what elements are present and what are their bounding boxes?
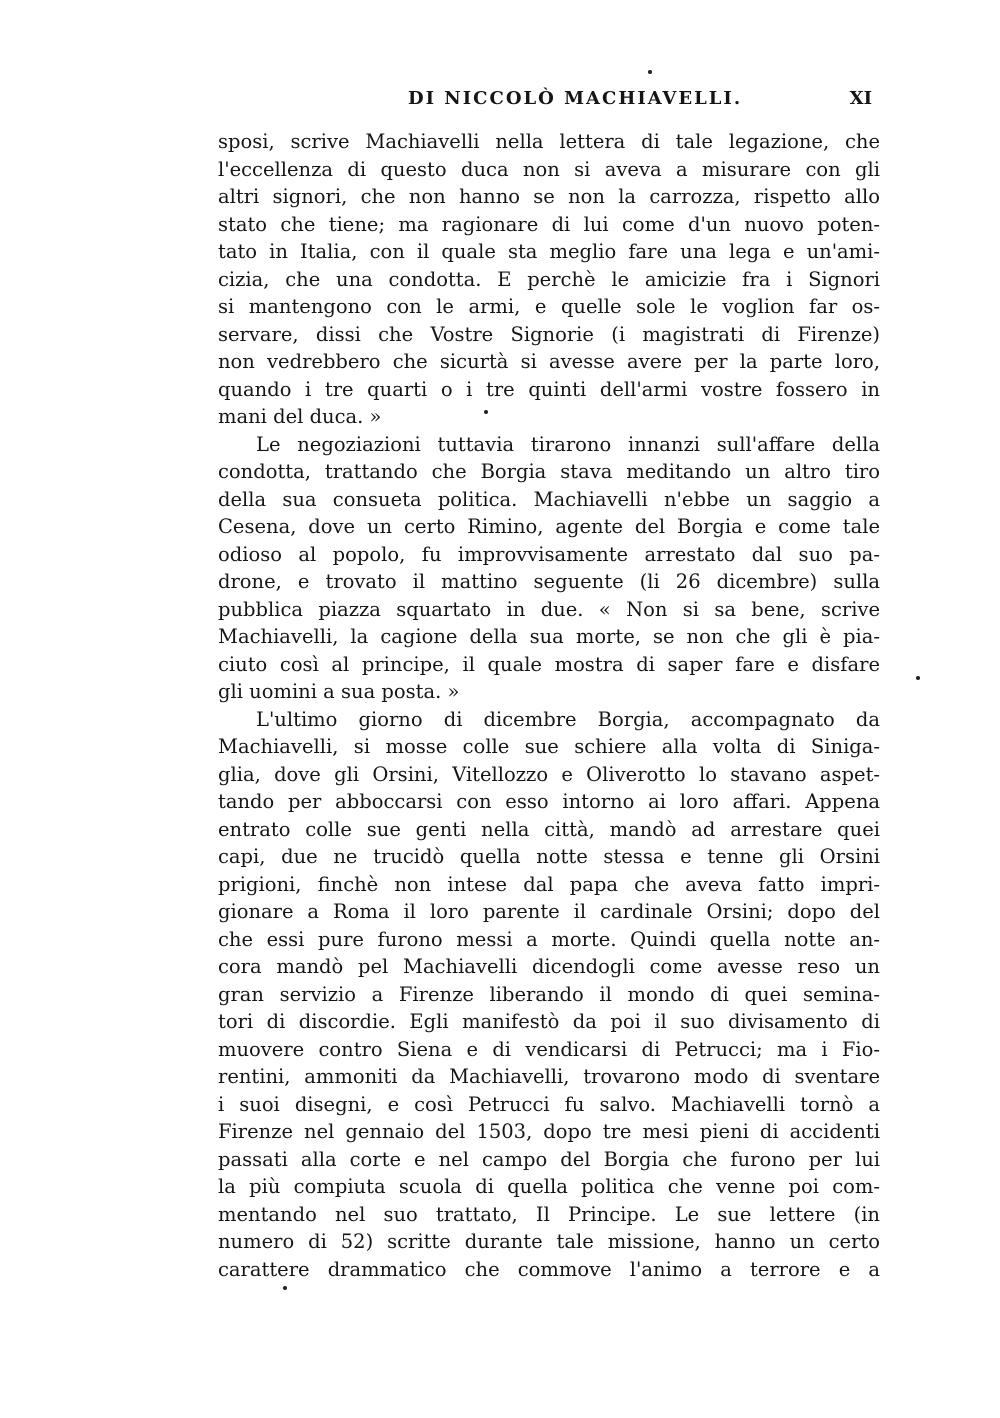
text-line: cizia, che una condotta. E perchè le amicizie fra i Signori bbox=[218, 267, 880, 291]
page-header bbox=[218, 88, 880, 116]
ink-speck bbox=[648, 70, 652, 74]
text-line: la più compiuta scuola di quella politica che venne poi com- bbox=[218, 1175, 880, 1198]
page-number: XI bbox=[849, 88, 872, 109]
text-line: condotta, trattando che Borgia stava meditando un altro tiro bbox=[218, 460, 880, 483]
text-line: pubblica piazza squartato in due. « Non si sa bene, scrive bbox=[218, 597, 880, 621]
text-line: carattere drammatico che commove l'animo a terrore e a bbox=[218, 1257, 880, 1281]
text-line: sposi, scrive Machiavelli nella lettera di tale legazione, che bbox=[218, 130, 880, 153]
text-line: drone, e trovato il mattino seguente (li 26 dicembre) sulla bbox=[218, 570, 880, 593]
text-line: della sua consueta politica. Machiavelli n'ebbe un saggio a bbox=[218, 487, 880, 511]
text-line: odioso al popolo, fu improvvisamente arrestato dal suo pa- bbox=[218, 542, 880, 566]
text-line: gli uomini a sua posta. » bbox=[218, 680, 460, 703]
text-line: glia, dove gli Orsini, Vitellozzo e Oliverotto lo stavano aspet- bbox=[218, 762, 880, 786]
ink-speck bbox=[916, 676, 920, 680]
text-line: quando i tre quarti o i tre quinti dell'armi vostre fossero in bbox=[218, 377, 880, 401]
text-line: rentini, ammoniti da Machiavelli, trovarono modo di sventare bbox=[218, 1065, 880, 1088]
paragraph bbox=[218, 128, 880, 431]
text-line: prigioni, finchè non intese dal papa che aveva fatto impri- bbox=[218, 872, 880, 896]
ink-speck bbox=[283, 1286, 287, 1290]
text-line: servare, dissi che Vostre Signorie (i magistrati di Firenze) bbox=[218, 322, 880, 346]
text-line: Cesena, dove un certo Rimino, agente del Borgia e come tale bbox=[218, 515, 880, 538]
text-line: muovere contro Siena e di vendicarsi di Petrucci; ma i Fio- bbox=[218, 1037, 880, 1061]
text-line: mentando nel suo trattato, Il Principe. Le sue lettere (in bbox=[218, 1202, 880, 1226]
text-line: mani del duca. » bbox=[218, 405, 382, 428]
text-line: Machiavelli, la cagione della sua morte, se non che gli è pia- bbox=[218, 625, 880, 648]
text-line: l'eccellenza di questo duca non si aveva a misurare con gli bbox=[218, 157, 880, 181]
text-line: tando per abboccarsi con esso intorno ai loro affari. Appena bbox=[218, 790, 880, 813]
text-line: che essi pure furono messi a morte. Quindi quella notte an- bbox=[218, 927, 880, 951]
text-line: capi, due ne trucidò quella notte stessa e tenne gli Orsini bbox=[218, 845, 880, 868]
text-line: Le negoziazioni tuttavia tirarono innanzi sull'affare della bbox=[256, 432, 880, 456]
text-line: Firenze nel gennaio del 1503, dopo tre mesi pieni di accidenti bbox=[218, 1120, 880, 1143]
text-line: gionare a Roma il loro parente il cardinale Orsini; dopo del bbox=[218, 900, 880, 923]
paragraph bbox=[218, 706, 880, 1284]
text-line: numero di 52) scritte durante tale missione, hanno un certo bbox=[218, 1230, 880, 1253]
text-line: i suoi disegni, e così Petrucci fu salvo. Machiavelli tornò a bbox=[218, 1092, 880, 1116]
text-line: passati alla corte e nel campo del Borgia che furono per lui bbox=[218, 1147, 880, 1171]
text-line: non vedrebbero che sicurtà si avesse avere per la parte loro, bbox=[218, 350, 880, 373]
text-line: tori di discordie. Egli manifestò da poi il suo divisamento di bbox=[218, 1010, 880, 1033]
text-line: Machiavelli, si mosse colle sue schiere alla volta di Siniga- bbox=[218, 735, 880, 758]
text-line: si mantengono con le armi, e quelle sole le voglion far os- bbox=[218, 295, 880, 318]
text-line: stato che tiene; ma ragionare di lui come d'un nuovo poten- bbox=[218, 212, 880, 236]
text-line: tato in Italia, con il quale sta meglio fare una lega e un'ami- bbox=[218, 240, 880, 263]
text-line: ciuto così al principe, il quale mostra di saper fare e disfare bbox=[218, 652, 880, 676]
text-line: entrato colle sue genti nella città, mandò ad arrestare quei bbox=[218, 817, 880, 841]
text-line: L'ultimo giorno di dicembre Borgia, accompagnato da bbox=[256, 707, 880, 731]
running-title: DI NICCOLÒ MACHIAVELLI. bbox=[408, 88, 743, 109]
body-text bbox=[218, 128, 880, 1283]
text-line: altri signori, che non hanno se non la carrozza, rispetto allo bbox=[218, 185, 880, 208]
text-line: cora mandò pel Machiavelli dicendogli come avesse reso un bbox=[218, 955, 880, 978]
text-line: gran servizio a Firenze liberando il mondo di quei semina- bbox=[218, 982, 880, 1006]
paragraph bbox=[218, 431, 880, 706]
